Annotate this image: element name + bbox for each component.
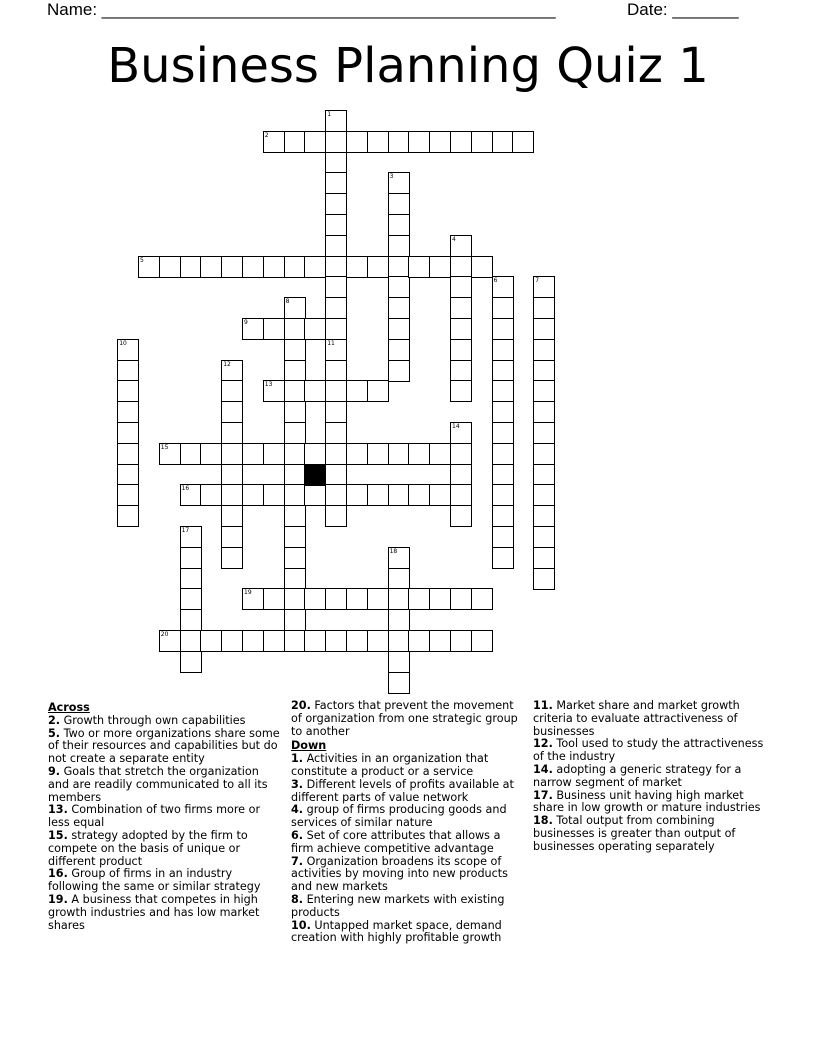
grid-cell[interactable]: [263, 588, 285, 610]
grid-cell[interactable]: [221, 526, 243, 548]
grid-cell[interactable]: [284, 547, 306, 569]
grid-cell[interactable]: [533, 484, 555, 506]
grid-cell[interactable]: [284, 443, 306, 465]
grid-cell[interactable]: [180, 256, 202, 278]
grid-cell[interactable]: [388, 609, 410, 631]
grid-cell[interactable]: [263, 318, 285, 340]
down-clue: [291, 856, 523, 894]
grid-cell[interactable]: [533, 276, 555, 298]
grid-cell[interactable]: [533, 380, 555, 402]
grid-cell[interactable]: [284, 484, 306, 506]
grid-cell[interactable]: [346, 380, 368, 402]
grid-cell[interactable]: [304, 443, 326, 465]
clue-text: A business that competes in high growth industries and has low market shares: [48, 892, 260, 932]
grid-cell[interactable]: [367, 484, 389, 506]
grid-cell[interactable]: [450, 484, 472, 506]
grid-cell[interactable]: [180, 609, 202, 631]
grid-cell[interactable]: [388, 651, 410, 673]
grid-cell[interactable]: [450, 505, 472, 527]
clue-number: 13: [264, 381, 273, 389]
grid-cell[interactable]: [117, 464, 139, 486]
clue-text: adopting a generic strategy for a narrow segment of market: [533, 762, 742, 789]
clue-number: 14: [452, 423, 460, 430]
grid-cell[interactable]: [533, 547, 555, 569]
clue-text: Activities in an organization that constitute a product or a service: [291, 752, 489, 778]
grid-cell[interactable]: [242, 484, 264, 506]
grid-cell[interactable]: [325, 152, 347, 174]
grid-cell[interactable]: [533, 443, 555, 465]
grid-cell[interactable]: [471, 588, 493, 610]
grid-cell[interactable]: [492, 339, 514, 361]
grid-cell[interactable]: [492, 276, 514, 298]
grid-cell[interactable]: [304, 588, 326, 610]
grid-cell[interactable]: [180, 547, 202, 569]
grid-cell[interactable]: [533, 297, 555, 319]
grid-cell[interactable]: [492, 443, 514, 465]
clue-text: Organization broadens its scope of activities by moving into new products and new markets: [291, 854, 509, 894]
clue-text: Entering new markets with existing products: [291, 892, 505, 919]
clue-text: Untapped market space, demand creation with highly profitable growth: [291, 918, 502, 945]
grid-cell[interactable]: [408, 256, 430, 278]
clue-label: 12.: [533, 737, 553, 751]
grid-cell[interactable]: [200, 484, 222, 506]
grid-cell[interactable]: [346, 588, 368, 610]
grid-cell[interactable]: [325, 360, 347, 382]
grid-cell[interactable]: [388, 172, 410, 194]
grid-cell[interactable]: [450, 422, 472, 444]
across-clue: [48, 728, 280, 766]
across-clue: [48, 868, 280, 894]
grid-cell[interactable]: [284, 422, 306, 444]
grid-cell[interactable]: [492, 547, 514, 569]
grid-cell[interactable]: [180, 588, 202, 610]
grid-cell[interactable]: [325, 505, 347, 527]
down-clue: [291, 779, 523, 805]
grid-cell[interactable]: [492, 131, 514, 153]
grid-cell[interactable]: [429, 588, 451, 610]
grid-cell[interactable]: [450, 256, 472, 278]
grid-cell[interactable]: [325, 422, 347, 444]
grid-cell[interactable]: [388, 443, 410, 465]
grid-cell[interactable]: [533, 422, 555, 444]
grid-cell[interactable]: [367, 588, 389, 610]
grid-cell[interactable]: [242, 630, 264, 652]
grid-cell[interactable]: [325, 297, 347, 319]
grid-cell[interactable]: [346, 484, 368, 506]
clue-number: 2: [264, 131, 269, 139]
clue-label: 6.: [291, 828, 304, 842]
grid-cell[interactable]: [450, 443, 472, 465]
grid-cell[interactable]: [408, 443, 430, 465]
grid-cell[interactable]: [533, 360, 555, 382]
clue-number: 12: [223, 360, 231, 368]
grid-cell[interactable]: [388, 131, 410, 153]
grid-cell[interactable]: [367, 380, 389, 402]
grid-cell[interactable]: [325, 318, 347, 340]
grid-cell[interactable]: [388, 256, 410, 278]
grid-cell[interactable]: [388, 547, 410, 569]
grid-cell[interactable]: [117, 484, 139, 506]
grid-cell[interactable]: [492, 464, 514, 486]
grid-cell[interactable]: [367, 443, 389, 465]
clue-number: 3: [389, 173, 394, 181]
across-clue: [48, 804, 280, 830]
grid-cell[interactable]: [284, 318, 306, 340]
across-clue: [48, 830, 280, 868]
grid-cell[interactable]: [284, 401, 306, 423]
grid-cell[interactable]: [325, 172, 347, 194]
grid-cell[interactable]: [492, 401, 514, 423]
grid-cell[interactable]: [221, 256, 243, 278]
grid-cell[interactable]: [180, 526, 202, 548]
grid-cell[interactable]: [429, 630, 451, 652]
grid-cell[interactable]: [533, 401, 555, 423]
grid-cell[interactable]: [221, 547, 243, 569]
clue-label: 8.: [291, 892, 304, 906]
grid-cell[interactable]: [450, 360, 472, 382]
grid-cell[interactable]: [492, 297, 514, 319]
grid-cell[interactable]: [408, 588, 430, 610]
grid-cell[interactable]: [221, 630, 243, 652]
grid-cell[interactable]: [284, 256, 306, 278]
grid-cell[interactable]: [284, 526, 306, 548]
grid-cell[interactable]: [325, 276, 347, 298]
grid-cell[interactable]: [429, 484, 451, 506]
grid-cell[interactable]: [284, 131, 306, 153]
grid-cell[interactable]: [388, 630, 410, 652]
grid-cell[interactable]: [138, 256, 160, 278]
grid-cell[interactable]: [304, 484, 326, 506]
clue-number: 10: [119, 339, 127, 347]
clue-text: Market share and market growth criteria to evaluate attractiveness of businesses: [533, 699, 740, 738]
grid-cell[interactable]: [242, 256, 264, 278]
clue-column-2: [291, 700, 523, 945]
down-clue: [291, 894, 523, 920]
grid-cell[interactable]: [388, 214, 410, 236]
clue-label: 11.: [533, 699, 553, 712]
grid-cell[interactable]: [325, 339, 347, 361]
clue-number: 18: [389, 547, 398, 555]
grid-cell[interactable]: [200, 443, 222, 465]
grid-cell[interactable]: [117, 401, 139, 423]
clue-text: group of firms producing goods and services of similar nature: [291, 803, 507, 830]
grid-cell[interactable]: [159, 630, 181, 652]
grid-cell[interactable]: [200, 630, 222, 652]
grid-cell[interactable]: [346, 131, 368, 153]
grid-cell[interactable]: [492, 422, 514, 444]
grid-cell[interactable]: [263, 484, 285, 506]
clue-label: 1.: [291, 752, 304, 766]
clue-text: Business unit having high market share in low growth or mature industries: [533, 788, 761, 815]
grid-cell[interactable]: [221, 422, 243, 444]
grid-cell[interactable]: [533, 526, 555, 548]
grid-cell[interactable]: [492, 318, 514, 340]
clue-text: Two or more organizations share some of their resources and capabilities but do not create a separate entity: [48, 726, 280, 766]
grid-cell[interactable]: [180, 484, 202, 506]
grid-cell[interactable]: [450, 131, 472, 153]
grid-cell[interactable]: [492, 526, 514, 548]
grid-cell[interactable]: [450, 235, 472, 257]
down-clue: [291, 920, 523, 946]
grid-cell[interactable]: [471, 256, 493, 278]
clue-label: 18.: [533, 814, 553, 828]
grid-cell[interactable]: [512, 131, 534, 153]
clue-column-1: [48, 700, 280, 932]
clue-number: 6: [493, 277, 498, 285]
grid-cell[interactable]: [263, 256, 285, 278]
grid-block: [304, 464, 326, 486]
grid-cell[interactable]: [221, 443, 243, 465]
grid-cell[interactable]: [304, 131, 326, 153]
grid-cell[interactable]: [471, 630, 493, 652]
down-heading: Down: [291, 739, 327, 753]
grid-cell[interactable]: [388, 588, 410, 610]
grid-cell[interactable]: [284, 464, 306, 486]
grid-cell[interactable]: [242, 588, 264, 610]
clue-text: Group of firms in an industry following the same or similar strategy: [48, 867, 261, 894]
grid-cell[interactable]: [284, 630, 306, 652]
grid-cell[interactable]: [450, 464, 472, 486]
grid-cell[interactable]: [242, 318, 264, 340]
across-clue: [48, 894, 280, 932]
down-clue: [291, 830, 523, 856]
clue-label: 13.: [48, 803, 68, 817]
grid-cell[interactable]: [325, 464, 347, 486]
grid-cell[interactable]: [388, 568, 410, 590]
clue-number: 5: [140, 256, 144, 264]
clue-number: 15: [160, 443, 169, 451]
grid-cell[interactable]: [388, 484, 410, 506]
clue-text: Combination of two firms more or less equal: [48, 803, 261, 830]
clue-number: 4: [452, 235, 456, 243]
grid-cell[interactable]: [388, 339, 410, 361]
grid-cell[interactable]: [346, 630, 368, 652]
clue-number: 8: [285, 298, 290, 306]
clue-text: Tool used to study the attractiveness of the industry: [533, 737, 764, 764]
clue-text: strategy adopted by the firm to compete on the basis of unique or different product: [48, 828, 248, 868]
clue-label: 20.: [291, 699, 311, 712]
grid-cell[interactable]: [388, 276, 410, 298]
grid-cell[interactable]: [117, 505, 139, 527]
grid-cell[interactable]: [492, 505, 514, 527]
grid-cell[interactable]: [221, 401, 243, 423]
clue-text: Different levels of profits available at different parts of value network: [291, 777, 514, 804]
grid-cell[interactable]: [263, 443, 285, 465]
down-clue: [291, 804, 523, 830]
grid-cell[interactable]: [450, 339, 472, 361]
grid-cell[interactable]: [450, 276, 472, 298]
clue-label: 5.: [48, 726, 61, 740]
grid-cell[interactable]: [325, 380, 347, 402]
grid-cell[interactable]: [284, 588, 306, 610]
grid-cell[interactable]: [450, 630, 472, 652]
grid-cell[interactable]: [117, 443, 139, 465]
across-clue: [291, 700, 523, 738]
clue-text: Set of core attributes that allows a firm achieve competitive advantage: [291, 828, 501, 855]
grid-cell[interactable]: [388, 318, 410, 340]
page-title: Business Planning Quiz 1: [107, 38, 709, 94]
grid-cell[interactable]: [367, 131, 389, 153]
grid-cell[interactable]: [408, 484, 430, 506]
grid-cell[interactable]: [346, 256, 368, 278]
down-clue: [533, 738, 765, 764]
date-field-line: Date: _______: [627, 0, 739, 19]
grid-cell[interactable]: [533, 339, 555, 361]
grid-cell[interactable]: [388, 297, 410, 319]
clue-label: 14.: [533, 762, 553, 776]
down-clue: [291, 753, 523, 779]
grid-cell[interactable]: [159, 443, 181, 465]
grid-cell[interactable]: [221, 380, 243, 402]
grid-cell[interactable]: [117, 360, 139, 382]
grid-cell[interactable]: [450, 297, 472, 319]
clue-label: 15.: [48, 828, 68, 842]
grid-cell[interactable]: [325, 110, 347, 132]
grid-cell[interactable]: [117, 422, 139, 444]
clue-label: 9.: [48, 764, 61, 778]
grid-cell[interactable]: [304, 630, 326, 652]
grid-cell[interactable]: [450, 380, 472, 402]
grid-cell[interactable]: [388, 360, 410, 382]
grid-cell[interactable]: [533, 464, 555, 486]
grid-cell[interactable]: [284, 568, 306, 590]
grid-cell[interactable]: [180, 630, 202, 652]
grid-cell[interactable]: [429, 131, 451, 153]
grid-cell[interactable]: [263, 630, 285, 652]
across-clue: [48, 766, 280, 804]
clue-number: 7: [535, 277, 540, 285]
down-clue: [533, 815, 765, 853]
grid-cell[interactable]: [388, 672, 410, 694]
clue-text: Total output from combining businesses is greater than output of businesses operating separately: [533, 814, 736, 853]
clue-number: 19: [244, 589, 252, 597]
grid-cell[interactable]: [221, 484, 243, 506]
grid-cell[interactable]: [533, 568, 555, 590]
grid-cell[interactable]: [304, 256, 326, 278]
clue-label: 4.: [291, 803, 304, 817]
grid-cell[interactable]: [492, 484, 514, 506]
clue-column-3: [533, 700, 765, 854]
clue-text: Goals that stretch the organization and are readily communicated to all its members: [48, 764, 268, 804]
grid-cell[interactable]: [325, 443, 347, 465]
grid-cell[interactable]: [492, 380, 514, 402]
clue-number: 9: [244, 319, 248, 326]
grid-cell[interactable]: [117, 380, 139, 402]
grid-cell[interactable]: [408, 131, 430, 153]
grid-cell[interactable]: [284, 360, 306, 382]
clue-label: 10.: [291, 918, 311, 932]
grid-cell[interactable]: [325, 193, 347, 215]
grid-cell[interactable]: [263, 131, 285, 153]
grid-cell[interactable]: [159, 256, 181, 278]
grid-cell[interactable]: [471, 131, 493, 153]
grid-cell[interactable]: [284, 339, 306, 361]
grid-cell[interactable]: [325, 235, 347, 257]
grid-cell[interactable]: [533, 505, 555, 527]
grid-cell[interactable]: [325, 630, 347, 652]
clue-number: 11: [327, 339, 335, 347]
clue-number: 1: [327, 111, 332, 118]
grid-cell[interactable]: [284, 505, 306, 527]
clue-number: 17: [181, 527, 190, 534]
clue-label: 3.: [291, 777, 304, 791]
grid-cell[interactable]: [388, 193, 410, 215]
grid-cell[interactable]: [200, 256, 222, 278]
down-clue: [533, 764, 765, 790]
grid-cell[interactable]: [180, 443, 202, 465]
clue-text: Factors that prevent the movement of organization from one strategic group to another: [291, 699, 518, 738]
grid-cell[interactable]: [304, 318, 326, 340]
grid-cell[interactable]: [325, 588, 347, 610]
grid-cell[interactable]: [221, 360, 243, 382]
grid-cell[interactable]: [325, 256, 347, 278]
grid-cell[interactable]: [304, 380, 326, 402]
grid-cell[interactable]: [284, 609, 306, 631]
grid-cell[interactable]: [117, 339, 139, 361]
down-clue: [533, 790, 765, 816]
grid-cell[interactable]: [450, 588, 472, 610]
grid-cell[interactable]: [533, 318, 555, 340]
clue-label: 2.: [48, 713, 61, 727]
grid-cell[interactable]: [325, 131, 347, 153]
clue-label: 19.: [48, 892, 68, 906]
grid-cell[interactable]: [284, 380, 306, 402]
grid-cell[interactable]: [325, 401, 347, 423]
clue-number: 16: [181, 485, 190, 493]
clue-number: 20: [160, 631, 169, 638]
grid-cell[interactable]: [346, 443, 368, 465]
grid-cell[interactable]: [180, 651, 202, 673]
clue-label: 7.: [291, 854, 304, 868]
clue-label: 17.: [533, 788, 553, 802]
grid-cell[interactable]: [408, 630, 430, 652]
grid-cell[interactable]: [180, 568, 202, 590]
grid-cell[interactable]: [429, 443, 451, 465]
grid-cell[interactable]: [242, 443, 264, 465]
clue-text: Growth through own capabilities: [60, 713, 246, 727]
grid-cell[interactable]: [492, 360, 514, 382]
grid-cell[interactable]: [263, 380, 285, 402]
grid-cell[interactable]: [429, 256, 451, 278]
grid-cell[interactable]: [388, 235, 410, 257]
down-clue: [533, 700, 765, 738]
grid-cell[interactable]: [325, 214, 347, 236]
clue-label: 16.: [48, 867, 68, 881]
grid-cell[interactable]: [367, 630, 389, 652]
name-field-line: Name: ________________________________________________: [47, 0, 556, 19]
grid-cell[interactable]: [221, 464, 243, 486]
grid-cell[interactable]: [221, 505, 243, 527]
grid-cell[interactable]: [450, 318, 472, 340]
across-heading: Across: [48, 701, 90, 714]
grid-cell[interactable]: [325, 484, 347, 506]
grid-cell[interactable]: [367, 256, 389, 278]
grid-cell[interactable]: [284, 297, 306, 319]
